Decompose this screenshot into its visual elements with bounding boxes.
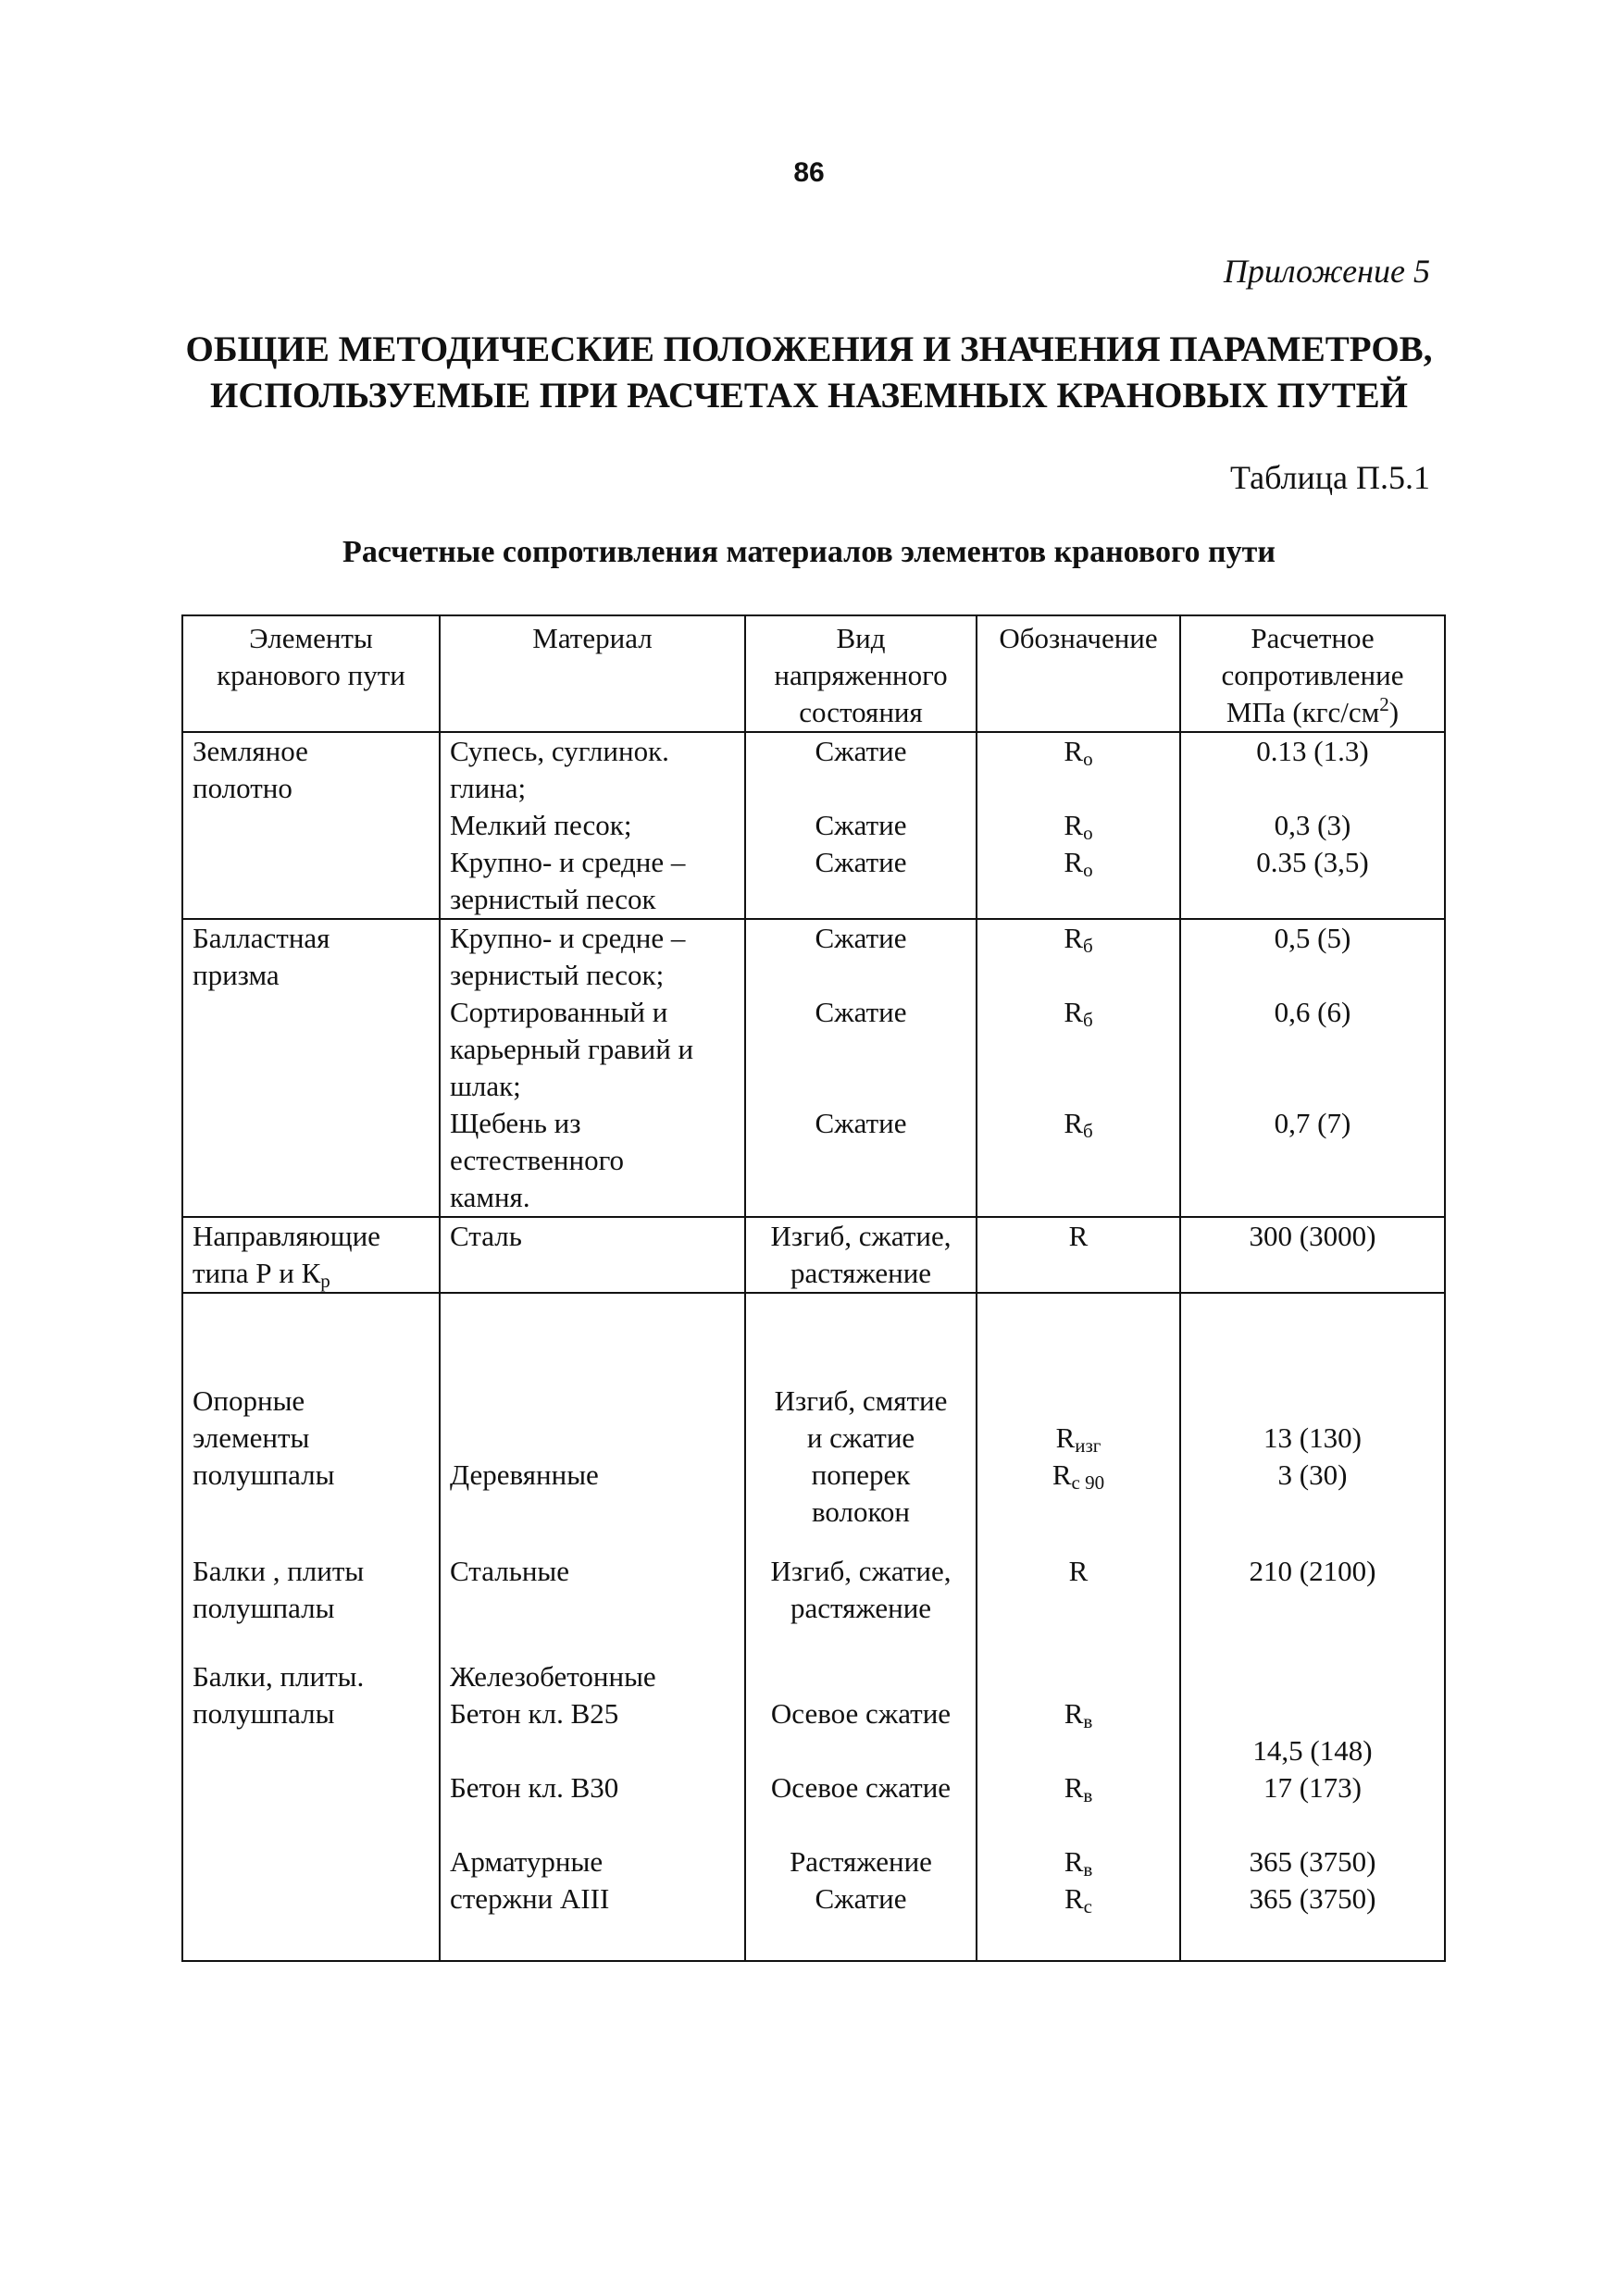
table-row — [182, 1293, 1445, 1961]
material-cell — [440, 1105, 745, 1217]
material-label: Супесь, суглинок. — [450, 735, 669, 767]
table-row — [182, 919, 1445, 994]
spacer — [755, 1732, 966, 1769]
element-label: Балластная — [193, 922, 330, 954]
header-units: МПа (кгс/см — [1226, 696, 1380, 728]
stress-label: растяжение — [790, 1592, 932, 1624]
designation-symbol: R — [1068, 1220, 1089, 1252]
spacer — [987, 1383, 1170, 1420]
header-resistance-line: сопротивление — [1221, 659, 1404, 691]
table-title: Расчетные сопротивления материалов элементов кранового пути — [342, 535, 1276, 569]
element-cell — [182, 1217, 440, 1293]
resistance-value: 0.13 (1.3) — [1256, 735, 1369, 767]
value-cell — [1180, 732, 1445, 807]
designation-cell — [977, 1105, 1180, 1217]
spacer — [450, 1590, 735, 1627]
designation — [987, 1843, 1170, 1880]
stress-label: волокон — [811, 1496, 911, 1528]
element-label: Направляющие — [193, 1220, 380, 1252]
header-stress-line: Вид — [836, 622, 886, 654]
header-units-close: ) — [1388, 696, 1400, 728]
spacer — [987, 1658, 1170, 1695]
material-cell — [440, 919, 745, 994]
material-label: Железобетонные — [450, 1660, 656, 1693]
spacer — [193, 1627, 429, 1658]
table-row — [182, 732, 1445, 807]
stress-cell — [745, 844, 977, 919]
stress-label: Изгиб, сжатие, — [770, 1220, 952, 1252]
element-label: Земляное — [193, 735, 308, 767]
spacer — [450, 1531, 735, 1553]
designation-subscript: в — [1083, 1858, 1093, 1880]
stress-label: Сжатие — [815, 809, 907, 841]
designation — [987, 1695, 1170, 1732]
stress-label: Сжатие — [815, 922, 907, 954]
material-label: Сортированный и — [450, 996, 668, 1028]
element-cell — [182, 1293, 440, 1961]
value-cell — [1180, 1217, 1445, 1293]
material-label: зернистый песок; — [450, 959, 665, 991]
material-cell — [440, 1217, 745, 1293]
stress-label: Растяжение — [790, 1845, 932, 1878]
designation-cell — [977, 1217, 1180, 1293]
resistance-value: 210 (2100) — [1249, 1555, 1376, 1587]
spacer — [755, 1806, 966, 1843]
spacer — [450, 1806, 735, 1843]
element-label — [193, 1255, 429, 1292]
designation-cell — [977, 994, 1180, 1105]
material-label: Мелкий песок; — [450, 809, 632, 841]
material-label: камня. — [450, 1181, 530, 1213]
designation-symbol: R — [1064, 1845, 1084, 1878]
element-text: типа Р и К — [193, 1257, 321, 1289]
designation — [987, 994, 1170, 1031]
stress-label: Сжатие — [815, 996, 907, 1028]
spacer — [1190, 1627, 1435, 1658]
resistance-table — [181, 614, 1446, 1962]
header-resistance — [1180, 615, 1445, 732]
designation-subscript: с 90 — [1071, 1471, 1105, 1494]
resistance-value: 17 (173) — [1263, 1771, 1362, 1804]
element-cell — [182, 844, 440, 919]
value-cell — [1180, 994, 1445, 1105]
document-heading — [0, 327, 1618, 419]
resistance-value: 13 (130) — [1263, 1421, 1362, 1454]
designation-subscript: о — [1083, 748, 1093, 770]
spacer — [987, 1806, 1170, 1843]
resistance-value: 14,5 (148) — [1252, 1734, 1373, 1767]
stress-label: и сжатие — [806, 1421, 915, 1454]
stress-label: Сжатие — [815, 1882, 907, 1915]
element-cell — [182, 732, 440, 807]
designation-symbol: R — [1064, 735, 1084, 767]
header-resistance-line — [1190, 694, 1435, 731]
stress-label: Сжатие — [815, 1107, 907, 1139]
spacer — [1190, 1917, 1435, 1960]
spacer — [755, 1917, 966, 1960]
material-label: Крупно- и средне – — [450, 846, 686, 878]
resistance-value: 365 (3750) — [1249, 1845, 1376, 1878]
designation — [987, 733, 1170, 770]
spacer — [450, 1917, 735, 1960]
designation-symbol: R — [1064, 1771, 1084, 1804]
element-subscript: р — [320, 1270, 330, 1292]
value-cell — [1180, 919, 1445, 994]
header-designation: Обозначение — [977, 615, 1180, 732]
material-label: Крупно- и средне – — [450, 922, 686, 954]
material-label: Арматурные — [450, 1845, 604, 1878]
value-cell — [1180, 1105, 1445, 1217]
material-label: стержни АIII — [450, 1882, 610, 1915]
designation-symbol: R — [1064, 922, 1083, 954]
stress-label: Сжатие — [815, 735, 907, 767]
resistance-value: 0,7 (7) — [1274, 1107, 1351, 1139]
material-label: Деревянные — [450, 1458, 599, 1491]
material-cell — [440, 844, 745, 919]
resistance-value: 0,3 (3) — [1274, 809, 1351, 841]
designation-cell — [977, 919, 1180, 994]
element-label: полушпалы — [193, 1697, 335, 1730]
spacer — [193, 1732, 429, 1775]
table-row — [182, 1217, 1445, 1293]
designation — [987, 1420, 1170, 1457]
element-label: призма — [193, 959, 280, 991]
designation — [987, 844, 1170, 881]
header-element — [182, 615, 440, 732]
material-cell — [440, 994, 745, 1105]
element-label: Балки , плиты — [193, 1555, 365, 1587]
heading-line-1: ОБЩИЕ МЕТОДИЧЕСКИЕ ПОЛОЖЕНИЯ И ЗНАЧЕНИЯ ПАРАМЕТРОВ, — [185, 329, 1433, 369]
spacer — [987, 1494, 1170, 1531]
spacer — [987, 1732, 1170, 1769]
resistance-value: 0.35 (3,5) — [1256, 846, 1369, 878]
material-label: естественного — [450, 1144, 625, 1176]
designation-symbol: R — [1064, 809, 1084, 841]
resistance-value: 365 (3750) — [1249, 1882, 1376, 1915]
stress-cell — [745, 732, 977, 807]
spacer — [755, 1531, 966, 1553]
designation-symbol: R — [1064, 996, 1083, 1028]
designation-symbol: R — [1055, 1421, 1076, 1454]
element-cell — [182, 919, 440, 994]
designation-symbol: R — [1064, 1882, 1084, 1915]
table-row — [182, 844, 1445, 919]
designation-subscript: в — [1083, 1710, 1093, 1732]
spacer — [450, 1627, 735, 1658]
designation-cell — [977, 732, 1180, 807]
spacer — [1190, 1695, 1435, 1732]
value-cell — [1180, 1293, 1445, 1961]
stress-cell — [745, 1217, 977, 1293]
designation — [987, 1553, 1170, 1590]
spacer — [1190, 1531, 1435, 1553]
table-row — [182, 807, 1445, 844]
page-number: 86 — [793, 157, 825, 188]
table-row — [182, 1105, 1445, 1217]
designation — [987, 1105, 1170, 1142]
element-label: Опорные — [193, 1384, 305, 1417]
element-cell — [182, 994, 440, 1105]
stress-label: Изгиб, сжатие, — [770, 1555, 952, 1587]
designation-cell — [977, 844, 1180, 919]
table-body — [182, 732, 1445, 1961]
stress-cell — [745, 1293, 977, 1961]
value-cell — [1180, 844, 1445, 919]
material-label: Стальные — [450, 1555, 570, 1587]
designation-subscript: с — [1083, 1895, 1092, 1917]
spacer — [450, 1383, 735, 1420]
header-material: Материал — [440, 615, 745, 732]
designation-subscript: б — [1083, 1120, 1093, 1142]
header-element-line: кранового пути — [217, 659, 405, 691]
spacer — [987, 1590, 1170, 1627]
stress-label: Сжатие — [815, 846, 907, 878]
element-label: полушпалы — [193, 1592, 335, 1624]
material-cell — [440, 1293, 745, 1961]
table-number: Таблица П.5.1 — [1230, 459, 1430, 496]
material-label: шлак; — [450, 1070, 521, 1102]
material-label: зернистый песок — [450, 883, 656, 915]
designation-subscript: б — [1083, 935, 1093, 957]
spacer — [1190, 1658, 1435, 1695]
designation-subscript: б — [1083, 1009, 1093, 1031]
stress-label: Изгиб, смятие — [774, 1384, 948, 1417]
material-label: карьерный гравий и — [450, 1033, 694, 1065]
stress-cell — [745, 807, 977, 844]
designation-cell — [977, 807, 1180, 844]
spacer — [450, 1420, 735, 1457]
material-label: Бетон кл. В30 — [450, 1771, 619, 1804]
header-stress-line: состояния — [799, 696, 923, 728]
table-row — [182, 994, 1445, 1105]
designation-subscript: в — [1083, 1784, 1093, 1806]
element-label: элементы — [193, 1421, 310, 1454]
designation-cell — [977, 1293, 1180, 1961]
spacer — [450, 1732, 735, 1769]
stress-label: растяжение — [790, 1257, 932, 1289]
spacer — [1190, 1383, 1435, 1420]
designation — [987, 1218, 1170, 1255]
element-label: полушпалы — [193, 1458, 335, 1491]
spacer — [1190, 1590, 1435, 1627]
spacer — [450, 1494, 735, 1531]
spacer — [193, 1494, 429, 1531]
heading-line-2: ИСПОЛЬЗУЕМЫЕ ПРИ РАСЧЕТАХ НАЗЕМНЫХ КРАНОВЫХ ПУТЕЙ — [210, 376, 1408, 416]
table-header-row — [182, 615, 1445, 732]
header-element-line: Элементы — [249, 622, 373, 654]
appendix-label: Приложение 5 — [1223, 253, 1430, 290]
stress-cell — [745, 1105, 977, 1217]
spacer — [755, 1627, 966, 1658]
header-resistance-line: Расчетное — [1251, 622, 1375, 654]
spacer — [755, 1658, 966, 1695]
header-stress-line: напряженного — [774, 659, 948, 691]
material-label: Бетон кл. В25 — [450, 1697, 619, 1730]
designation-symbol: R — [1064, 1697, 1084, 1730]
spacer — [987, 1917, 1170, 1960]
material-label: Сталь — [450, 1220, 522, 1252]
spacer — [1190, 1494, 1435, 1531]
designation-symbol: R — [1064, 846, 1084, 878]
element-label: Балки, плиты. — [193, 1660, 365, 1693]
stress-label: Осевое сжатие — [770, 1697, 952, 1730]
designation-symbol: R — [1064, 1107, 1083, 1139]
element-cell — [182, 1105, 440, 1217]
element-label: полотно — [193, 772, 292, 804]
designation-subscript: изг — [1075, 1434, 1101, 1457]
stress-cell — [745, 994, 977, 1105]
designation — [987, 807, 1170, 844]
material-label: Щебень из — [450, 1107, 581, 1139]
spacer — [987, 1531, 1170, 1553]
designation — [987, 1769, 1170, 1806]
designation-symbol: R — [1052, 1458, 1072, 1491]
element-cell — [182, 807, 440, 844]
material-cell — [440, 732, 745, 807]
spacer — [987, 1627, 1170, 1658]
designation — [987, 1457, 1170, 1494]
resistance-value: 0,6 (6) — [1274, 996, 1351, 1028]
resistance-value: 0,5 (5) — [1274, 922, 1351, 954]
designation-subscript: о — [1083, 822, 1093, 844]
header-units-power: 2 — [1379, 693, 1389, 715]
spacer — [1190, 1806, 1435, 1843]
spacer — [193, 1531, 429, 1553]
material-label: глина; — [450, 772, 527, 804]
material-cell — [440, 807, 745, 844]
resistance-value: 3 (30) — [1277, 1458, 1348, 1491]
designation-symbol: R — [1068, 1555, 1089, 1587]
stress-cell — [745, 919, 977, 994]
designation — [987, 1880, 1170, 1917]
designation-subscript: о — [1083, 859, 1093, 881]
header-stress — [745, 615, 977, 732]
value-cell — [1180, 807, 1445, 844]
stress-label: Осевое сжатие — [770, 1771, 952, 1804]
resistance-value: 300 (3000) — [1249, 1220, 1376, 1252]
designation — [987, 920, 1170, 957]
stress-label: поперек — [811, 1458, 911, 1491]
